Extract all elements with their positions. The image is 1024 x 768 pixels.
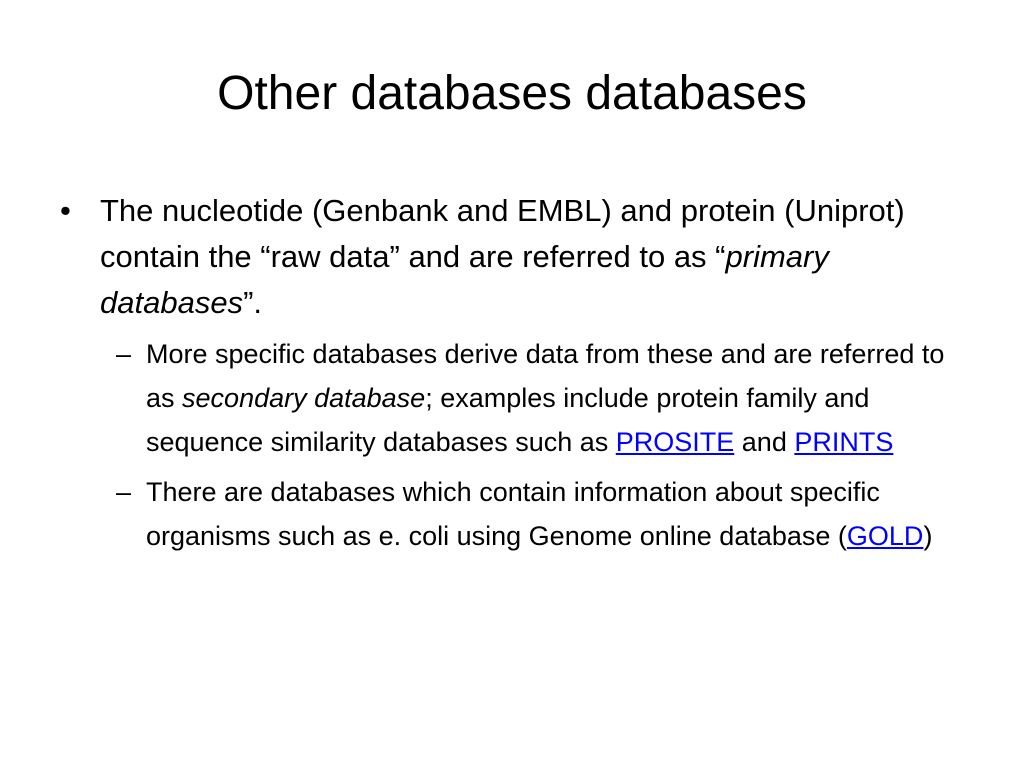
sub-bullet-text: There are databases which contain information about specific organisms such as e. coli using Genome online database ( [146,477,880,551]
dash-icon: – [116,339,132,369]
gold-link[interactable]: GOLD [846,521,924,551]
bullet-icon: • [60,193,71,228]
prints-link[interactable]: PRINTS [794,427,894,457]
sub-bullet-text-and: and [734,427,795,457]
sub-bullet-text-middle: ; examples include protein family and sequence similarity databases such as [146,383,870,457]
sub-bullet-text-end: ) [923,521,933,551]
slide-title: Other databases databases [217,67,807,120]
dash-icon: – [116,477,132,507]
bullet-text: The nucleotide (Genbank and EMBL) and protein (Uniprot) contain the “raw data” and are referred to as “ [100,193,905,274]
bullet-text-end: ”. [243,285,262,320]
sub-bullet-secondary-databases [60,332,960,464]
bullet-emphasis: primary databases [100,239,829,320]
prosite-link[interactable]: PROSITE [615,427,735,457]
slide-body [60,188,960,558]
sub-bullet-text: More specific databases derive data from these and are referred to as [146,339,945,413]
bullet-primary-databases [60,188,960,326]
sub-bullet-organism-databases [60,470,960,558]
sub-bullet-emphasis: secondary database [182,383,426,413]
